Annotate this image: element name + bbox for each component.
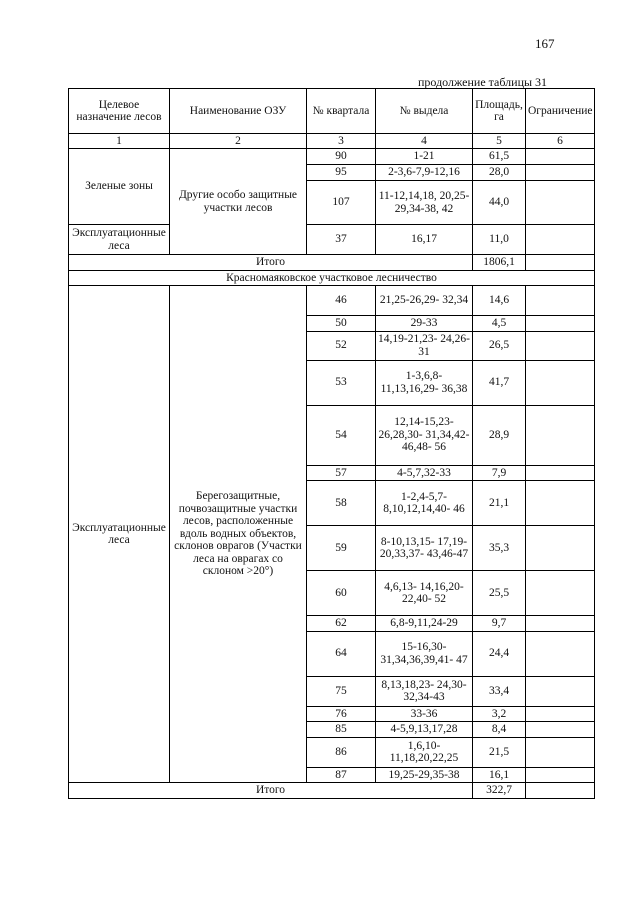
purpose-cell: Зеленые зоны — [69, 149, 170, 225]
restriction-cell — [526, 405, 595, 465]
area-cell: 7,9 — [473, 465, 526, 481]
vydel-cell: 2-3,6-7,9-12,16 — [376, 165, 473, 181]
quarter-cell: 75 — [307, 676, 376, 706]
area-cell: 8,4 — [473, 722, 526, 738]
quarter-cell: 58 — [307, 481, 376, 526]
restriction-cell — [526, 706, 595, 722]
header-vydel: № выдела — [376, 89, 473, 134]
area-cell: 61,5 — [473, 149, 526, 165]
section-title-row — [69, 270, 595, 286]
table-row — [69, 149, 595, 165]
header-row — [69, 89, 595, 134]
quarter-cell: 87 — [307, 767, 376, 783]
quarter-cell: 57 — [307, 465, 376, 481]
quarter-cell: 53 — [307, 360, 376, 405]
area-cell: 26,5 — [473, 331, 526, 360]
purpose-cell: Эксплуатационные леса — [69, 225, 170, 255]
header-restriction: Ограничение — [526, 89, 595, 134]
vydel-cell: 4-5,7,32-33 — [376, 465, 473, 481]
quarter-cell: 90 — [307, 149, 376, 165]
vydel-cell: 33-36 — [376, 706, 473, 722]
area-cell: 16,1 — [473, 767, 526, 783]
ozu-name-cell: Берегозащитные, почвозащитные участки лесов, расположенные вдоль водных объектов, склонов оврагов (Участки леса на оврагах со склоном >20°) — [170, 286, 307, 783]
quarter-cell: 50 — [307, 316, 376, 332]
vydel-cell: 1-2,4-5,7- 8,10,12,14,40- 46 — [376, 481, 473, 526]
area-cell: 25,5 — [473, 571, 526, 616]
quarter-cell: 37 — [307, 225, 376, 255]
header-ozu-name: Наименование ОЗУ — [170, 89, 307, 134]
restriction-cell — [526, 722, 595, 738]
restriction-cell — [526, 465, 595, 481]
vydel-cell: 4,6,13- 14,16,20-22,40- 52 — [376, 571, 473, 616]
quarter-cell: 54 — [307, 405, 376, 465]
column-number-row — [69, 134, 595, 149]
quarter-cell: 46 — [307, 286, 376, 316]
table-row — [69, 286, 595, 316]
vydel-cell: 11-12,14,18, 20,25-29,34-38, 42 — [376, 181, 473, 225]
area-cell: 35,3 — [473, 526, 526, 571]
restriction-cell — [526, 316, 595, 332]
area-cell: 11,0 — [473, 225, 526, 255]
area-cell: 24,4 — [473, 631, 526, 676]
column-number: 5 — [473, 134, 526, 149]
quarter-cell: 62 — [307, 616, 376, 632]
area-cell: 28,0 — [473, 165, 526, 181]
vydel-cell: 29-33 — [376, 316, 473, 332]
quarter-cell: 76 — [307, 706, 376, 722]
header-area: Площадь, га — [473, 89, 526, 134]
vydel-cell: 12,14-15,23- 26,28,30- 31,34,42-46,48- 56 — [376, 405, 473, 465]
total-row — [69, 783, 595, 799]
area-cell: 21,5 — [473, 737, 526, 767]
forest-table — [68, 88, 595, 799]
restriction-cell — [526, 767, 595, 783]
restriction-cell — [526, 737, 595, 767]
vydel-cell: 8-10,13,15- 17,19-20,33,37- 43,46-47 — [376, 526, 473, 571]
restriction-cell — [526, 286, 595, 316]
restriction-cell — [526, 616, 595, 632]
area-cell: 4,5 — [473, 316, 526, 332]
area-cell: 14,6 — [473, 286, 526, 316]
vydel-cell: 16,17 — [376, 225, 473, 255]
vydel-cell: 1-21 — [376, 149, 473, 165]
total-label: Итого — [69, 783, 473, 799]
quarter-cell: 60 — [307, 571, 376, 616]
column-number: 6 — [526, 134, 595, 149]
table-continuation-label: продолжение таблицы 31 — [418, 75, 548, 89]
restriction-cell — [526, 255, 595, 271]
area-cell: 44,0 — [473, 181, 526, 225]
area-cell: 21,1 — [473, 481, 526, 526]
ozu-name-cell: Другие особо защитные участки лесов — [170, 149, 307, 255]
restriction-cell — [526, 181, 595, 225]
restriction-cell — [526, 526, 595, 571]
area-cell: 33,4 — [473, 676, 526, 706]
total-row — [69, 255, 595, 271]
quarter-cell: 107 — [307, 181, 376, 225]
vydel-cell: 8,13,18,23- 24,30-32,34-43 — [376, 676, 473, 706]
restriction-cell — [526, 481, 595, 526]
restriction-cell — [526, 783, 595, 799]
restriction-cell — [526, 360, 595, 405]
column-number: 3 — [307, 134, 376, 149]
area-cell: 9,7 — [473, 616, 526, 632]
restriction-cell — [526, 331, 595, 360]
page-number: 167 — [535, 36, 555, 51]
vydel-cell: 1-3,6,8- 11,13,16,29- 36,38 — [376, 360, 473, 405]
purpose-cell: Эксплуатационные леса — [69, 286, 170, 783]
restriction-cell — [526, 571, 595, 616]
area-cell: 3,2 — [473, 706, 526, 722]
vydel-cell: 6,8-9,11,24-29 — [376, 616, 473, 632]
restriction-cell — [526, 225, 595, 255]
total-value: 322,7 — [473, 783, 526, 799]
area-cell: 41,7 — [473, 360, 526, 405]
area-cell: 28,9 — [473, 405, 526, 465]
quarter-cell: 64 — [307, 631, 376, 676]
quarter-cell: 59 — [307, 526, 376, 571]
quarter-cell: 95 — [307, 165, 376, 181]
vydel-cell: 14,19-21,23- 24,26-31 — [376, 331, 473, 360]
table-row — [69, 225, 595, 255]
total-value: 1806,1 — [473, 255, 526, 271]
restriction-cell — [526, 631, 595, 676]
quarter-cell: 86 — [307, 737, 376, 767]
column-number: 2 — [170, 134, 307, 149]
restriction-cell — [526, 165, 595, 181]
quarter-cell: 52 — [307, 331, 376, 360]
restriction-cell — [526, 149, 595, 165]
vydel-cell: 19,25-29,35-38 — [376, 767, 473, 783]
total-label: Итого — [69, 255, 473, 271]
column-number: 1 — [69, 134, 170, 149]
vydel-cell: 21,25-26,29- 32,34 — [376, 286, 473, 316]
header-quarter: № квартала — [307, 89, 376, 134]
vydel-cell: 4-5,9,13,17,28 — [376, 722, 473, 738]
quarter-cell: 85 — [307, 722, 376, 738]
column-number: 4 — [376, 134, 473, 149]
vydel-cell: 1,6,10- 11,18,20,22,25 — [376, 737, 473, 767]
section-title: Красномаяковское участковое лесничество — [69, 270, 595, 286]
restriction-cell — [526, 676, 595, 706]
vydel-cell: 15-16,30- 31,34,36,39,41- 47 — [376, 631, 473, 676]
header-purpose: Целевое назначение лесов — [69, 89, 170, 134]
